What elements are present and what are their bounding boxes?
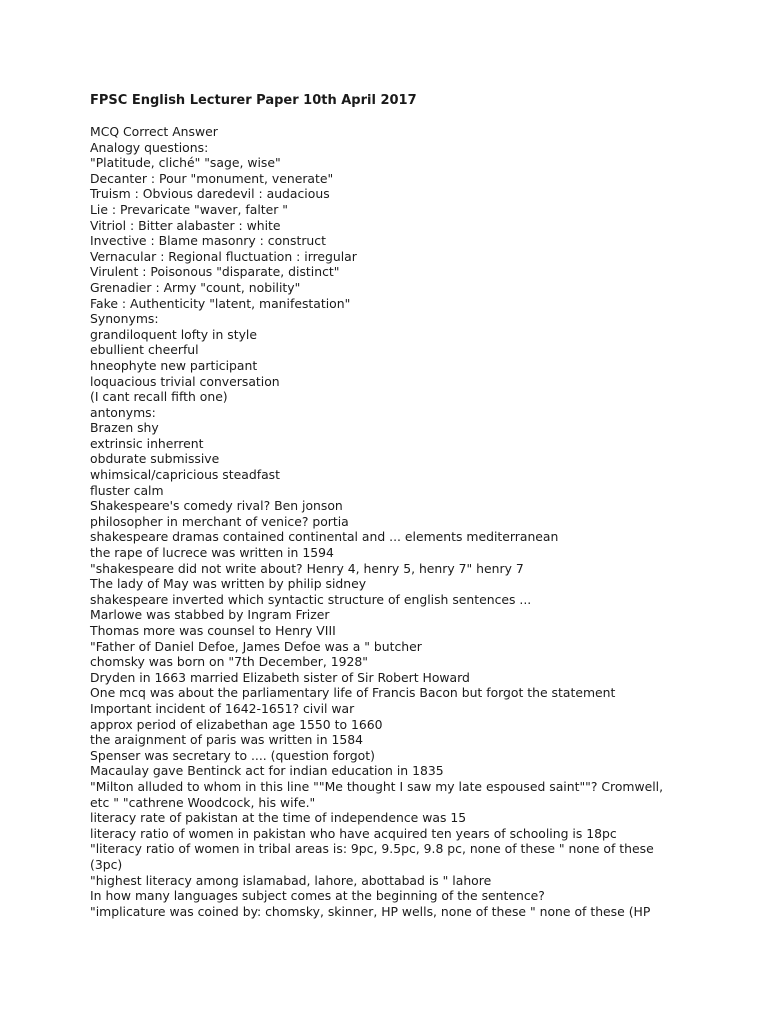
text-line: literacy ratio of women in pakistan who have acquired ten years of schooling is 18pc bbox=[90, 825, 617, 841]
text-line: Dryden in 1663 married Elizabeth sister of Sir Robert Howard bbox=[90, 669, 470, 685]
text-line: Spenser was secretary to .... (question forgot) bbox=[90, 747, 375, 763]
text-line: fluster calm bbox=[90, 482, 164, 498]
text-line: Lie : Prevaricate "waver, falter " bbox=[90, 201, 288, 217]
text-line: Analogy questions: bbox=[90, 139, 209, 155]
text-line: Truism : Obvious daredevil : audacious bbox=[90, 186, 330, 202]
text-line: shakespeare inverted which syntactic structure of english sentences ... bbox=[90, 591, 532, 607]
text-line: "Milton alluded to whom in this line ""Me thought I saw my late espoused saint""? Cromwell, bbox=[90, 778, 664, 794]
text-line: Shakespeare's comedy rival? Ben jonson bbox=[90, 498, 343, 514]
text-line: Macaulay gave Bentinck act for indian education in 1835 bbox=[90, 763, 444, 779]
text-line: Synonyms: bbox=[90, 311, 159, 327]
text-line: whimsical/capricious steadfast bbox=[90, 467, 280, 483]
text-line: Brazen shy bbox=[90, 420, 159, 436]
text-line: "literacy ratio of women in tribal areas is: 9pc, 9.5pc, 9.8 pc, none of these " none of these bbox=[90, 841, 654, 857]
text-line: The lady of May was written by philip sidney bbox=[90, 576, 367, 592]
text-line: "Platitude, cliché" "sage, wise" bbox=[90, 155, 281, 171]
text-line: etc " "cathrene Woodcock, his wife." bbox=[90, 794, 316, 810]
text-line: grandiloquent lofty in style bbox=[90, 326, 257, 342]
text-line: MCQ Correct Answer bbox=[90, 124, 218, 139]
document-title: FPSC English Lecturer Paper 10th April 2017 bbox=[90, 93, 417, 108]
text-line: loquacious trivial conversation bbox=[90, 373, 280, 389]
text-line: Decanter : Pour "monument, venerate" bbox=[90, 170, 334, 186]
text-line: "shakespeare did not write about? Henry 4, henry 5, henry 7" henry 7 bbox=[90, 560, 524, 576]
text-line: (3pc) bbox=[90, 856, 123, 872]
document-page bbox=[90, 92, 710, 919]
text-line: Vernacular : Regional fluctuation : irregular bbox=[90, 248, 357, 264]
text-line: Grenadier : Army "count, nobility" bbox=[90, 279, 301, 295]
text-line: ebullient cheerful bbox=[90, 342, 199, 358]
text-line: In how many languages subject comes at the beginning of the sentence? bbox=[90, 888, 545, 904]
text-line: One mcq was about the parliamentary life of Francis Bacon but forgot the statement bbox=[90, 685, 616, 701]
text-line: obdurate submissive bbox=[90, 451, 220, 467]
text-line: "Father of Daniel Defoe, James Defoe was a " butcher bbox=[90, 638, 422, 654]
text-line: Fake : Authenticity "latent, manifestation" bbox=[90, 295, 351, 311]
text-line: Virulent : Poisonous "disparate, distinct" bbox=[90, 264, 340, 280]
text-line: "implicature was coined by: chomsky, skinner, HP wells, none of these " none of these (HP bbox=[90, 903, 651, 919]
text-line: (I cant recall fifth one) bbox=[90, 389, 228, 405]
text-line: Vitriol : Bitter alabaster : white bbox=[90, 217, 281, 233]
text-line: antonyms: bbox=[90, 404, 156, 420]
text-line: Thomas more was counsel to Henry VIII bbox=[90, 623, 336, 638]
text-line: hneophyte new participant bbox=[90, 357, 258, 373]
text-line: Important incident of 1642-1651? civil war bbox=[90, 700, 355, 716]
text-line: Invective : Blame masonry : construct bbox=[90, 233, 326, 249]
text-line: chomsky was born on "7th December, 1928" bbox=[90, 654, 368, 670]
document-body bbox=[90, 124, 710, 919]
text-line: literacy rate of pakistan at the time of independence was 15 bbox=[90, 810, 467, 826]
text-line: philosopher in merchant of venice? portia bbox=[90, 513, 349, 529]
text-line: "highest literacy among islamabad, lahore, abottabad is " lahore bbox=[90, 872, 492, 888]
text-line: approx period of elizabethan age 1550 to 1660 bbox=[90, 716, 383, 732]
text-line: shakespeare dramas contained continental and ... elements mediterranean bbox=[90, 529, 559, 545]
text-line: Marlowe was stabbed by Ingram Frizer bbox=[90, 607, 330, 623]
text-line: the araignment of paris was written in 1584 bbox=[90, 732, 364, 748]
text-line: extrinsic inherrent bbox=[90, 435, 204, 451]
text-line: the rape of lucrece was written in 1594 bbox=[90, 545, 334, 561]
